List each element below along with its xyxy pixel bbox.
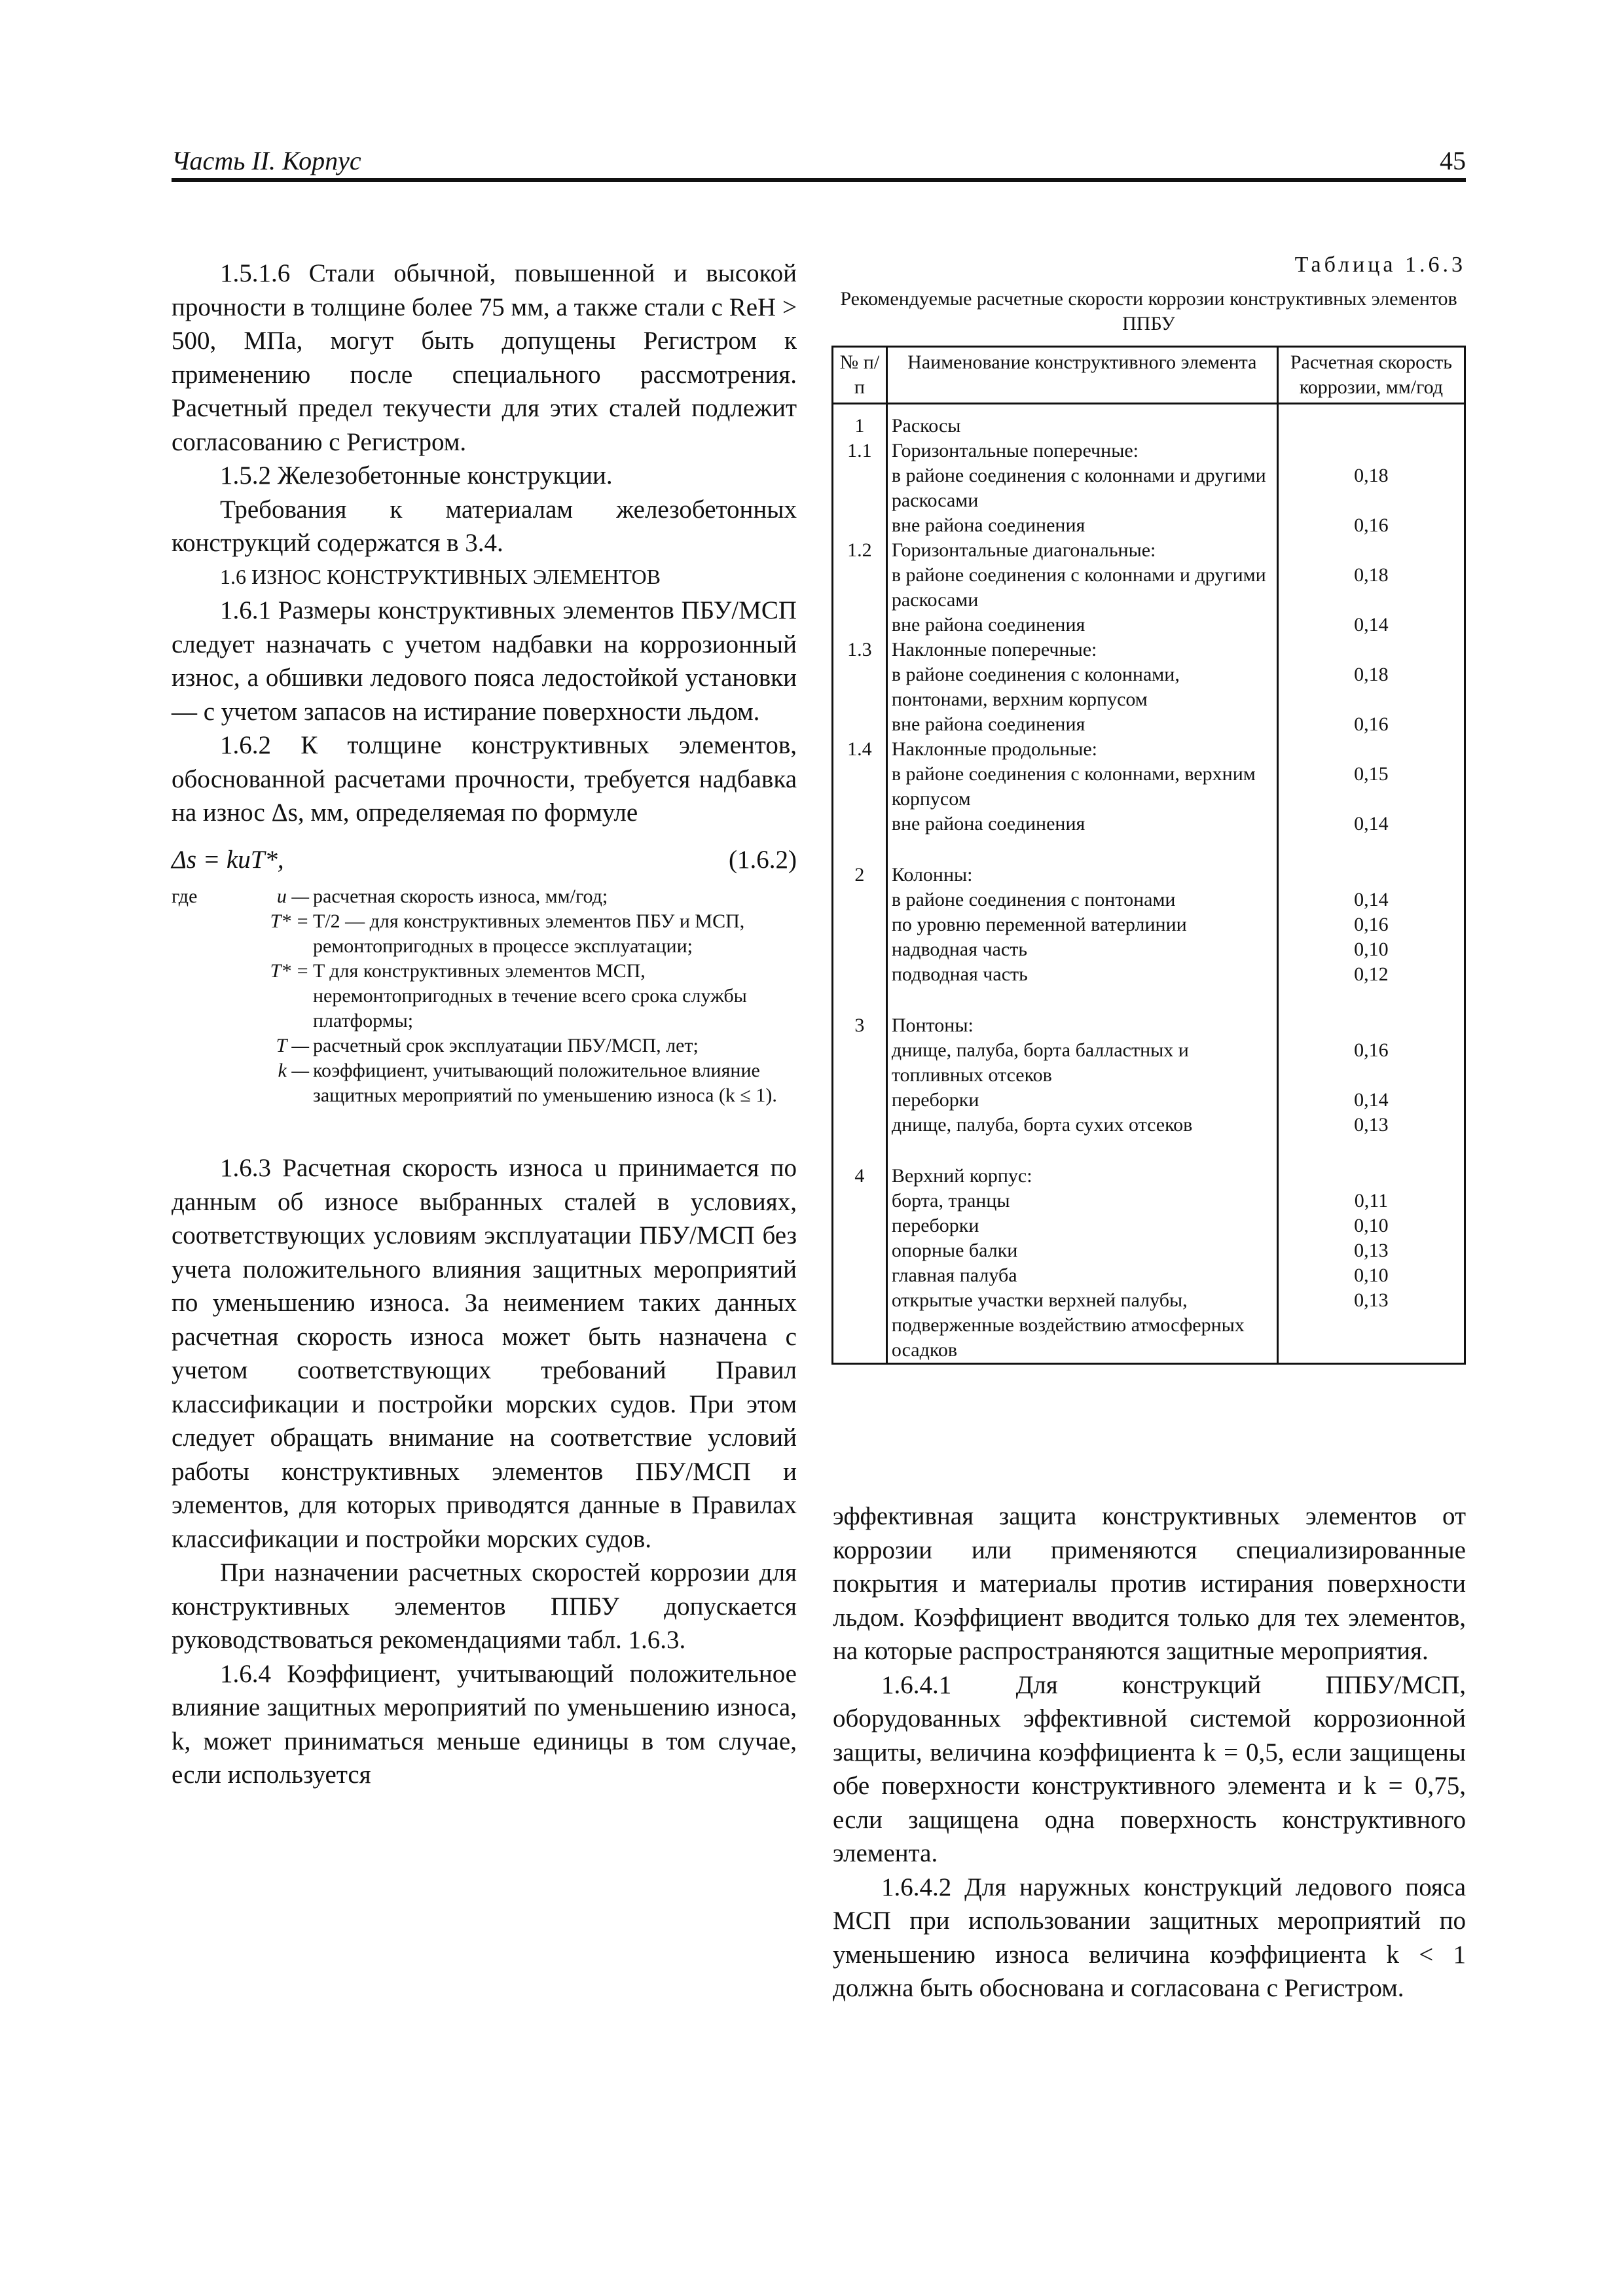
row-element-name: борта, транцы (886, 1189, 1277, 1213)
corrosion-rate-table (831, 346, 1466, 1365)
row-rate-value: 0,13 (1277, 1113, 1465, 1138)
definition-row (172, 959, 797, 1033)
paragraph-1-6-4-2: 1.6.4.2 Для наружных конструкций ледового пояса МСП при использовании защитных мероприятий по уменьшению износа величина коэффициента k < 1 должна быть обоснована и согласована с Регистром. (833, 1873, 1466, 2002)
row-element-name: вне района соединения (886, 812, 1277, 836)
table-row (833, 737, 1465, 762)
row-number (833, 613, 887, 637)
row-element-name: Наклонные продольные: (886, 737, 1277, 762)
table-row (833, 987, 1465, 1038)
row-rate-value: 0,13 (1277, 1288, 1465, 1364)
table-row (833, 812, 1465, 836)
table-header-row (833, 347, 1465, 404)
row-element-name: вне района соединения (886, 712, 1277, 737)
table-row (833, 513, 1465, 538)
table-row (833, 962, 1465, 987)
row-rate-value: 0,14 (1277, 812, 1465, 836)
row-element-name: надводная часть (886, 937, 1277, 962)
row-rate-value: 0,18 (1277, 662, 1465, 712)
table-row (833, 888, 1465, 912)
where-label: где (172, 886, 198, 907)
row-rate-value: 0,16 (1277, 1038, 1465, 1088)
table-row (833, 762, 1465, 812)
definition-symbol: T — (276, 1035, 309, 1056)
row-rate-value: 0,14 (1277, 888, 1465, 912)
row-number (833, 1213, 887, 1238)
table-row (833, 563, 1465, 613)
row-rate-value: 0,18 (1277, 563, 1465, 613)
table-row (833, 613, 1465, 637)
definition-row (172, 1058, 797, 1108)
row-number (833, 962, 887, 987)
row-rate-value: 0,14 (1277, 613, 1465, 637)
row-number (833, 513, 887, 538)
row-element-name: вне района соединения (886, 513, 1277, 538)
table-row (833, 836, 1465, 888)
table-row (833, 1238, 1465, 1263)
definition-symbol: T* = (270, 960, 309, 982)
row-number (833, 912, 887, 937)
row-number (833, 762, 887, 812)
row-number (833, 563, 887, 613)
row-element-name: Колонны: (886, 836, 1277, 888)
row-element-name: Горизонтальные поперечные: (886, 439, 1277, 463)
row-rate-value (1277, 987, 1465, 1038)
row-rate-value: 0,11 (1277, 1189, 1465, 1213)
table-row (833, 1113, 1465, 1138)
formula (172, 843, 797, 877)
row-rate-value (1277, 836, 1465, 888)
paragraph-1-6-1: 1.6.1 Размеры конструктивных элементов ПБУ/МСП следует назначать с учетом надбавки на коррозионный износ, а обшивки ледового пояса ледостойкой установки — с учетом запасов на истирание поверхности льдом. (172, 596, 797, 726)
col-header-number: № п/п (833, 347, 887, 404)
definition-row (172, 1033, 797, 1058)
row-rate-value: 0,16 (1277, 912, 1465, 937)
table-row (833, 538, 1465, 563)
running-title: Часть II. Корпус (172, 146, 361, 175)
row-number: 1.1 (833, 439, 887, 463)
paragraph-1-5-2: 1.5.2 Железобетонные конструкции. (220, 461, 613, 490)
row-element-name: Понтоны: (886, 987, 1277, 1038)
definition-row (172, 909, 797, 959)
row-element-name: в районе соединения с колоннами и другими раскосами (886, 563, 1277, 613)
paragraph-1-6-3-cont: При назначении расчетных скоростей коррозии для конструктивных элементов ППБУ допускается руководствоваться рекомендациями табл. 1.6.3. (172, 1558, 797, 1654)
row-number (833, 662, 887, 712)
row-rate-value (1277, 404, 1465, 439)
row-rate-value: 0,14 (1277, 1088, 1465, 1113)
row-number (833, 1189, 887, 1213)
row-element-name: подводная часть (886, 962, 1277, 987)
row-number (833, 1238, 887, 1263)
row-number: 1.2 (833, 538, 887, 563)
row-number (833, 1038, 887, 1088)
row-element-name: Наклонные поперечные: (886, 637, 1277, 662)
table-row (833, 662, 1465, 712)
row-number (833, 1263, 887, 1288)
section-heading: 1.6 ИЗНОС КОНСТРУКТИВНЫХ ЭЛЕМЕНТОВ (220, 564, 661, 588)
definition-text: T для конструктивных элементов МСП, неремонтопригодных в течение всего срока службы платформы; (313, 960, 747, 1031)
row-element-name: открытые участки верхней палубы, подверженные воздействию атмосферных осадков (886, 1288, 1277, 1364)
row-number: 3 (833, 987, 887, 1038)
table-row (833, 463, 1465, 513)
row-number: 2 (833, 836, 887, 888)
row-element-name: в районе соединения с колоннами и другими раскосами (886, 463, 1277, 513)
row-number (833, 937, 887, 962)
row-rate-value: 0,10 (1277, 937, 1465, 962)
paragraph-1-6-3: 1.6.3 Расчетная скорость износа u принимается по данным об износе выбранных сталей в условиях, соответствующих условиям эксплуатации ПБУ/МСП без учета положительного влияния защитных мероприятий по уменьшению износа. За неимением таких данных расчетная скорость износа может быть назначена с учетом соответствующих требований Правил классификации и постройки морских судов. При этом следует обращать внимание на соответствие условий работы конструктивных элементов ПБУ/МСП и элементов, для которых приводятся данные в Правилах классификации и постройки морских судов. (172, 1154, 797, 1553)
row-rate-value (1277, 737, 1465, 762)
table-row (833, 937, 1465, 962)
row-element-name: главная палуба (886, 1263, 1277, 1288)
row-rate-value: 0,16 (1277, 513, 1465, 538)
row-element-name: в районе соединения с колоннами, понтонами, верхним корпусом (886, 662, 1277, 712)
row-rate-value: 0,15 (1277, 762, 1465, 812)
table-row (833, 912, 1465, 937)
row-element-name: Верхний корпус: (886, 1138, 1277, 1189)
row-number (833, 1088, 887, 1113)
table-row (833, 1038, 1465, 1088)
table-row (833, 1088, 1465, 1113)
col-header-rate: Расчетная скорость коррозии, мм/год (1277, 347, 1465, 404)
table-row (833, 404, 1465, 439)
col-header-element: Наименование конструктивного элемента (886, 347, 1277, 404)
row-element-name: по уровню переменной ватерлинии (886, 912, 1277, 937)
row-element-name: днище, палуба, борта сухих отсеков (886, 1113, 1277, 1138)
definition-symbol: T* = (270, 910, 309, 932)
table-row (833, 439, 1465, 463)
definition-row (172, 884, 797, 909)
definition-text: T/2 — для конструктивных элементов ПБУ и МСП, ремонтопригодных в процессе эксплуатации; (313, 910, 745, 957)
row-number: 1.4 (833, 737, 887, 762)
row-element-name: в районе соединения с колоннами, верхним корпусом (886, 762, 1277, 812)
row-element-name: переборки (886, 1088, 1277, 1113)
row-element-name: Горизонтальные диагональные: (886, 538, 1277, 563)
row-rate-value (1277, 538, 1465, 563)
row-rate-value: 0,10 (1277, 1213, 1465, 1238)
table-row (833, 637, 1465, 662)
row-element-name: Раскосы (886, 404, 1277, 439)
definition-symbol: k — (278, 1060, 309, 1081)
row-number (833, 712, 887, 737)
table-row (833, 1189, 1465, 1213)
paragraph-1-6-4-1: 1.6.4.1 Для конструкций ППБУ/МСП, оборудованных эффективной системой коррозионной защиты, величина коэффициента k = 0,5, если защищены обе поверхности конструктивного элемента и k = 0,75, если защищена одна поверхность конструктивного элемента. (833, 1670, 1466, 1867)
row-number (833, 888, 887, 912)
table-row (833, 1213, 1465, 1238)
table-title: Рекомендуемые расчетные скорости коррозии конструктивных элементов ППБУ (840, 288, 1457, 334)
row-number: 1 (833, 404, 887, 439)
left-column (172, 257, 797, 1792)
table-row (833, 712, 1465, 737)
row-element-name: днище, палуба, борта балластных и топливных отсеков (886, 1038, 1277, 1088)
definition-text: расчетный срок эксплуатации ПБУ/МСП, лет; (313, 1035, 699, 1056)
table-caption (831, 253, 1466, 336)
paragraph-1-6-4: 1.6.4 Коэффициент, учитывающий положительное влияние защитных мероприятий по уменьшению износа, k, может приниматься меньше единицы в том случае, если используется (172, 1659, 797, 1789)
table-row (833, 1263, 1465, 1288)
page-number: 45 (1440, 146, 1466, 175)
row-rate-value: 0,10 (1277, 1263, 1465, 1288)
row-rate-value: 0,18 (1277, 463, 1465, 513)
row-number (833, 812, 887, 836)
right-column (833, 1499, 1466, 2005)
row-rate-value (1277, 637, 1465, 662)
paragraph-1-5-1-6: 1.5.1.6 Стали обычной, повышенной и высокой прочности в толщине более 75 мм, а также стали с ReH > 500, МПа, могут быть допущены Регистром к применению после специального рассмотрения. Расчетный предел текучести для этих сталей подлежит согласованию с Регистром. (172, 259, 797, 456)
paragraph-1-6-2: 1.6.2 К толщине конструктивных элементов, обоснованной расчетами прочности, требуется надбавка на износ Δs, мм, определяемая по формуле (172, 731, 797, 827)
table-number: Таблица 1.6.3 (1294, 253, 1466, 277)
row-element-name: опорные балки (886, 1238, 1277, 1263)
table-row (833, 1138, 1465, 1189)
definition-symbol: u — (276, 886, 309, 907)
table-row (833, 1288, 1465, 1364)
row-rate-value: 0,16 (1277, 712, 1465, 737)
row-number (833, 463, 887, 513)
paragraph-1-5-2-body: Требования к материалам железобетонных конструкций содержатся в 3.4. (172, 495, 797, 557)
header-rule (172, 178, 1466, 182)
row-number: 4 (833, 1138, 887, 1189)
row-element-name: вне района соединения (886, 613, 1277, 637)
row-element-name: в районе соединения с понтонами (886, 888, 1277, 912)
formula-number: (1.6.2) (729, 845, 797, 874)
row-number: 1.3 (833, 637, 887, 662)
definition-text: коэффициент, учитывающий положительное влияние защитных мероприятий по уменьшению износа (k ≤ 1). (313, 1060, 777, 1106)
page-header (172, 145, 1466, 179)
row-rate-value: 0,12 (1277, 962, 1465, 987)
row-rate-value: 0,13 (1277, 1238, 1465, 1263)
paragraph-1-6-4-cont: эффективная защита конструктивных элементов от коррозии или применяются специализированные покрытия и материалы против истирания поверхности льдом. Коэффициент вводится только для тех элементов, на которые распространяются защитные мероприятия. (833, 1502, 1466, 1665)
row-rate-value (1277, 1138, 1465, 1189)
definitions (172, 884, 797, 1108)
row-number (833, 1288, 887, 1364)
row-rate-value (1277, 439, 1465, 463)
formula-expression: Δs = kuT*, (172, 845, 284, 874)
row-element-name: переборки (886, 1213, 1277, 1238)
row-number (833, 1113, 887, 1138)
definition-text: расчетная скорость износа, мм/год; (313, 886, 608, 907)
